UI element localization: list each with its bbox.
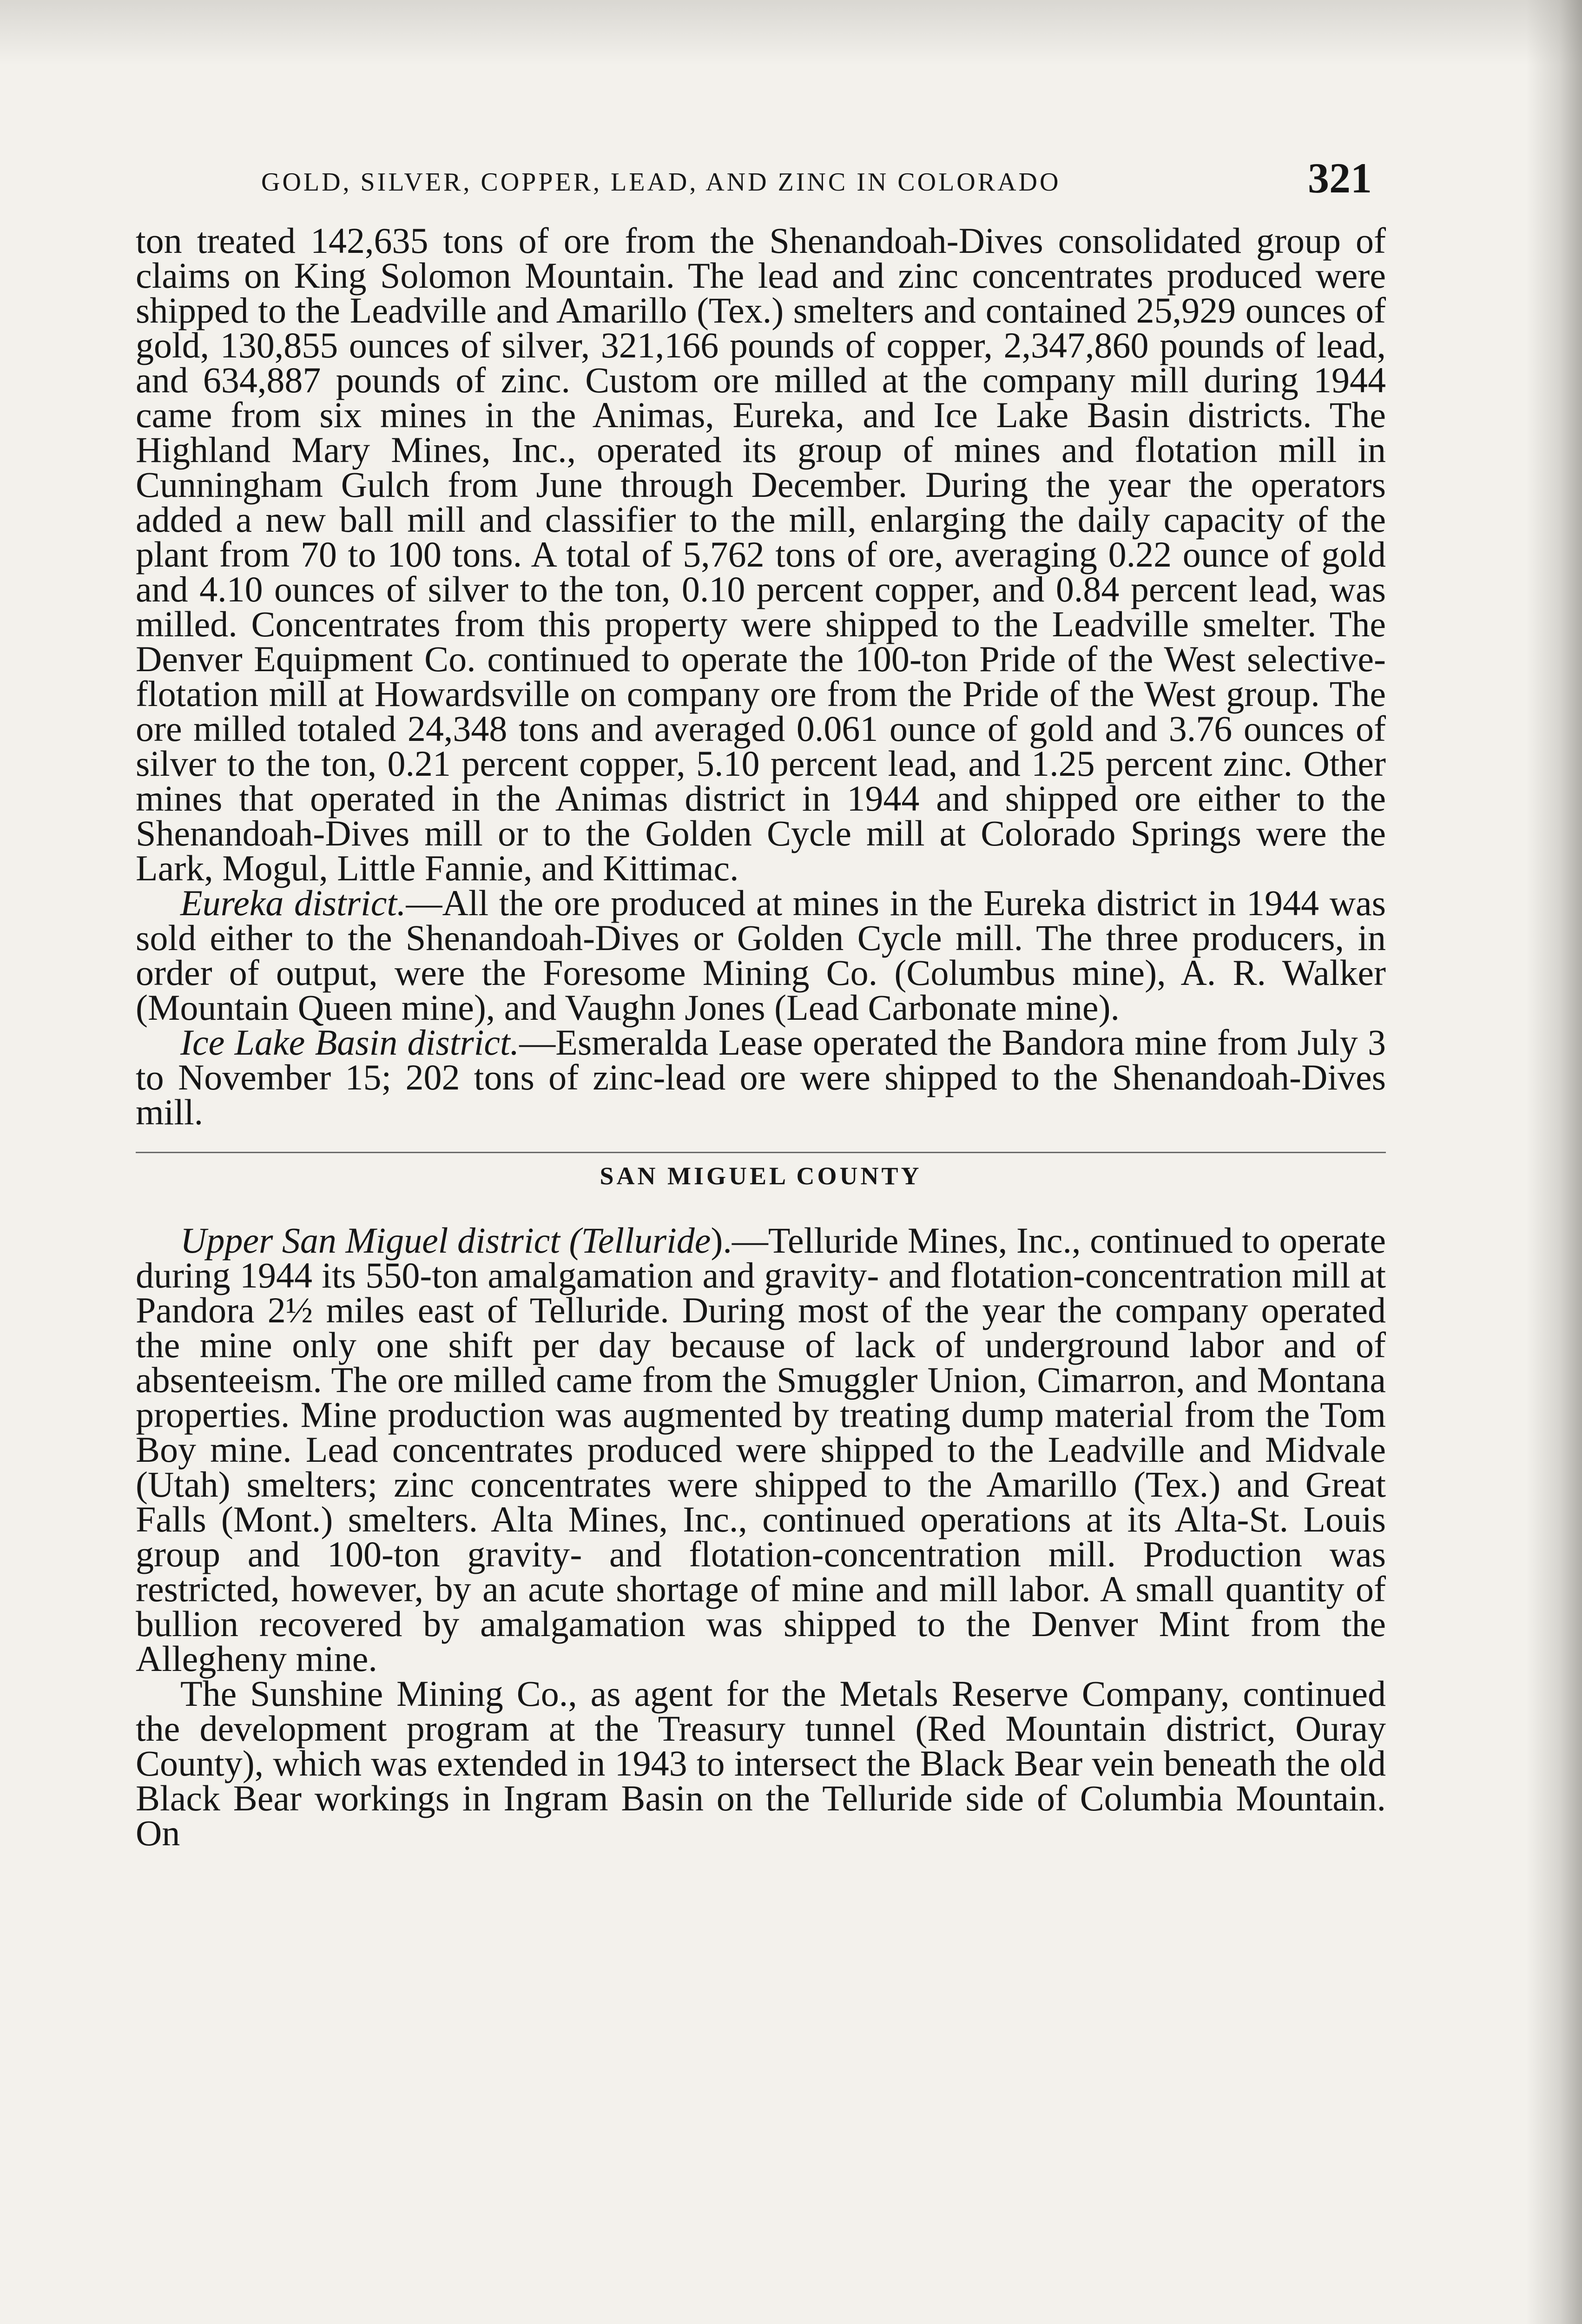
paragraph-text: —Esmeralda Lease operated the Bandora mine from July 3 to November 15; 202 tons of zinc-lead ore were shipped to the Shenandoah-Dives mill. <box>136 1022 1386 1132</box>
body-text-bottom <box>136 1220 1386 1853</box>
page-number: 321 <box>1308 154 1372 202</box>
paragraph-sunshine-mining <box>136 1673 1386 1853</box>
section-heading: SAN MIGUEL COUNTY <box>600 1162 922 1190</box>
paragraph-text: The Sunshine Mining Co., as agent for the Metals Reserve Company, continued the development program at the Treasury tunnel (Red Mountain district, Ouray County), which was extended in 1943 to intersect the Black Bear vein beneath the old Black Bear workings in Ingram Basin on the Telluride side of Columbia Mountain. On <box>136 1673 1386 1853</box>
paragraph-upper-san-miguel-district <box>136 1220 1386 1679</box>
paragraph-ice-lake-basin-district <box>136 1022 1386 1132</box>
paragraph-animas-continued <box>136 220 1386 888</box>
district-heading-ice-lake-basin: Ice Lake Basin district. <box>180 1022 520 1063</box>
running-head <box>136 153 1386 205</box>
district-heading-upper-san-miguel: Upper San Miguel district ( <box>180 1220 581 1261</box>
paragraph-eureka-district <box>136 883 1386 1028</box>
district-heading-telluride: Telluride <box>581 1220 711 1261</box>
document-page <box>136 153 1386 1853</box>
district-heading-close: ). <box>711 1220 732 1261</box>
body-text-top <box>136 220 1386 1132</box>
paragraph-text: —Telluride Mines, Inc., continued to operate during 1944 its 550-ton amalgamation and gravity- and flotation-concentration mill at Pandora 2½ miles east of Telluride. During most of the year the company operated the mine only one shift per day because of lack of underground labor and of absenteeism. The ore milled came from the Smuggler Union, Cimarron, and Montana properties. Mine production was augmented by treating dump material from the Tom Boy mine. Lead concentrates produced were shipped to the Leadville and Midvale (Utah) smelters; zinc concentrates were shipped to the Amarillo (Tex.) and Great Falls (Mont.) smelters. Alta Mines, Inc., continued operations at its Alta-St. Louis group and 100-ton gravity- and flotation-concentration mill. Production was restricted, however, by an acute shortage of mine and mill labor. A small quantity of bullion recovered by amalgamation was shipped to the Denver Mint from the Allegheny mine. <box>136 1220 1386 1679</box>
running-title: GOLD, SILVER, COPPER, LEAD, AND ZINC IN COLORADO <box>261 168 1061 197</box>
paragraph-text: —All the ore produced at mines in the Eureka district in 1944 was sold either to the Shenandoah-Dives or Golden Cycle mill. The three producers, in order of output, were the Foresome Mining Co. (Columbus mine), A. R. Walker (Mountain Queen mine), and Vaughn Jones (Lead Carbonate mine). <box>136 883 1386 1028</box>
district-heading-eureka: Eureka district. <box>180 883 406 923</box>
paragraph-text: ton treated 142,635 tons of ore from the Shenandoah-Dives consolidated group of claims on King Solomon Mountain. The lead and zinc concentrates produced were shipped to the Leadville and Amarillo (Tex.) smelters and contained 25,929 ounces of gold, 130,855 ounces of silver, 321,166 pounds of copper, 2,347,860 pounds of lead, and 634,887 pounds of zinc. Custom ore milled at the company mill during 1944 came from six mines in the Animas, Eureka, and Ice Lake Basin districts. The Highland Mary Mines, Inc., operated its group of mines and flotation mill in Cunningham Gulch from June through December. During the year the operators added a new ball mill and classifier to the mill, enlarging the daily capacity of the plant from 70 to 100 tons. A total of 5,762 tons of ore, averaging 0.22 ounce of gold and 4.10 ounces of silver to the ton, 0.10 percent copper, and 0.84 percent lead, was milled. Concentrates from this property were shipped to the Leadville smelter. The Denver Equipment Co. continued to operate the 100-ton Pride of the West selective-flotation mill at Howardsville on company ore from the Pride of the West group. The ore milled totaled 24,348 tons and averaged 0.061 ounce of gold and 3.76 ounces of silver to the ton, 0.21 percent copper, 5.10 percent lead, and 1.25 percent zinc. Other mines that operated in the Animas district in 1944 and shipped ore either to the Shenandoah-Dives mill or to the Golden Cycle mill at Colorado Springs were the Lark, Mogul, Little Fannie, and Kittimac. <box>136 220 1386 888</box>
scan-shadow-right <box>1526 0 1582 2324</box>
section-divider <box>136 1152 1386 1153</box>
scan-shadow-top <box>0 0 1582 65</box>
